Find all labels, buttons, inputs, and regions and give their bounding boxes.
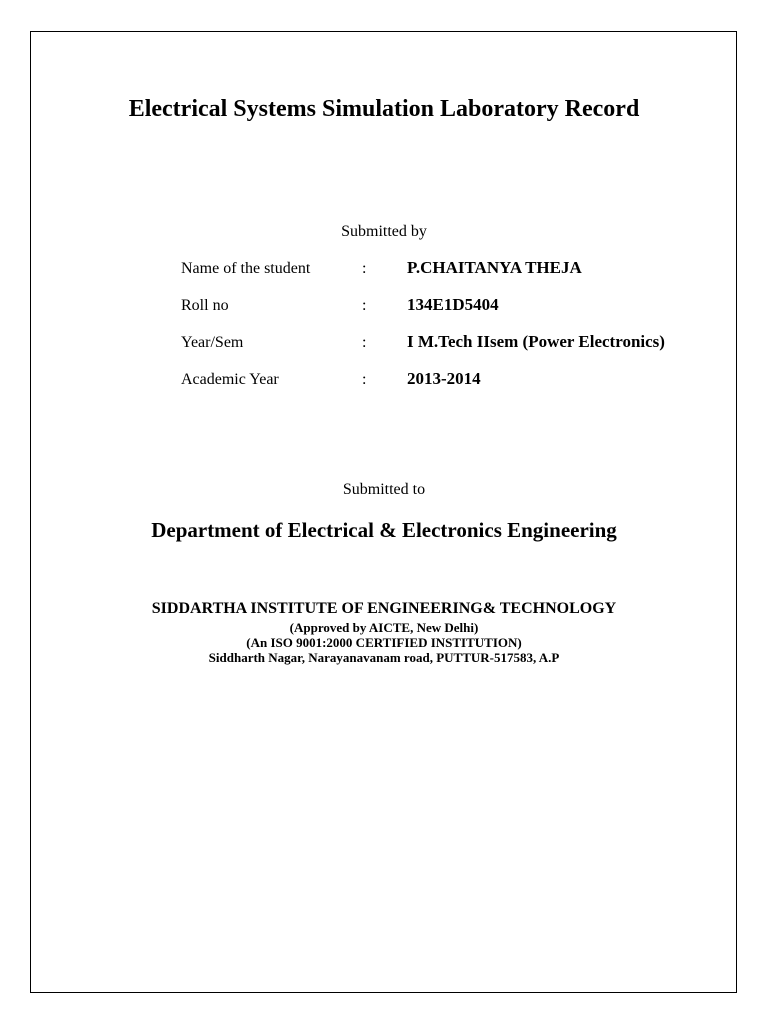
info-label: Year/Sem (181, 334, 244, 351)
info-separator: : (362, 334, 367, 351)
document-title: Electrical Systems Simulation Laboratory Record (128, 96, 640, 122)
submitted-by-label: Submitted by (341, 223, 427, 240)
page-border (30, 31, 737, 993)
institute-approval: (Approved by AICTE, New Delhi) (289, 620, 479, 635)
submitted-to-label: Submitted to (342, 481, 426, 498)
info-separator: : (362, 260, 367, 277)
info-value: 2013-2014 (407, 369, 481, 388)
info-label: Academic Year (181, 371, 279, 388)
info-row-name (181, 257, 701, 294)
info-value: 134E1D5404 (407, 295, 499, 314)
info-label: Roll no (181, 297, 229, 314)
info-label: Name of the student (181, 260, 311, 277)
institute-certification: (An ISO 9001:2000 CERTIFIED INSTITUTION) (246, 635, 522, 650)
institute-name: SIDDARTHA INSTITUTE OF ENGINEERING& TECHNOLOGY (151, 600, 617, 617)
info-row-year-sem (181, 331, 701, 368)
info-value: P.CHAITANYA THEJA (407, 258, 582, 277)
department-name: Department of Electrical & Electronics Engineering (151, 518, 617, 542)
info-row-academic-year (181, 368, 701, 405)
institute-address: Siddharth Nagar, Narayanavanam road, PUTTUR-517583, A.P (208, 650, 560, 665)
info-separator: : (362, 371, 367, 388)
institute-block (0, 598, 768, 665)
info-value: I M.Tech IIsem (Power Electronics) (407, 332, 665, 351)
info-separator: : (362, 297, 367, 314)
student-info-table (181, 257, 701, 405)
info-row-roll-no (181, 294, 701, 331)
